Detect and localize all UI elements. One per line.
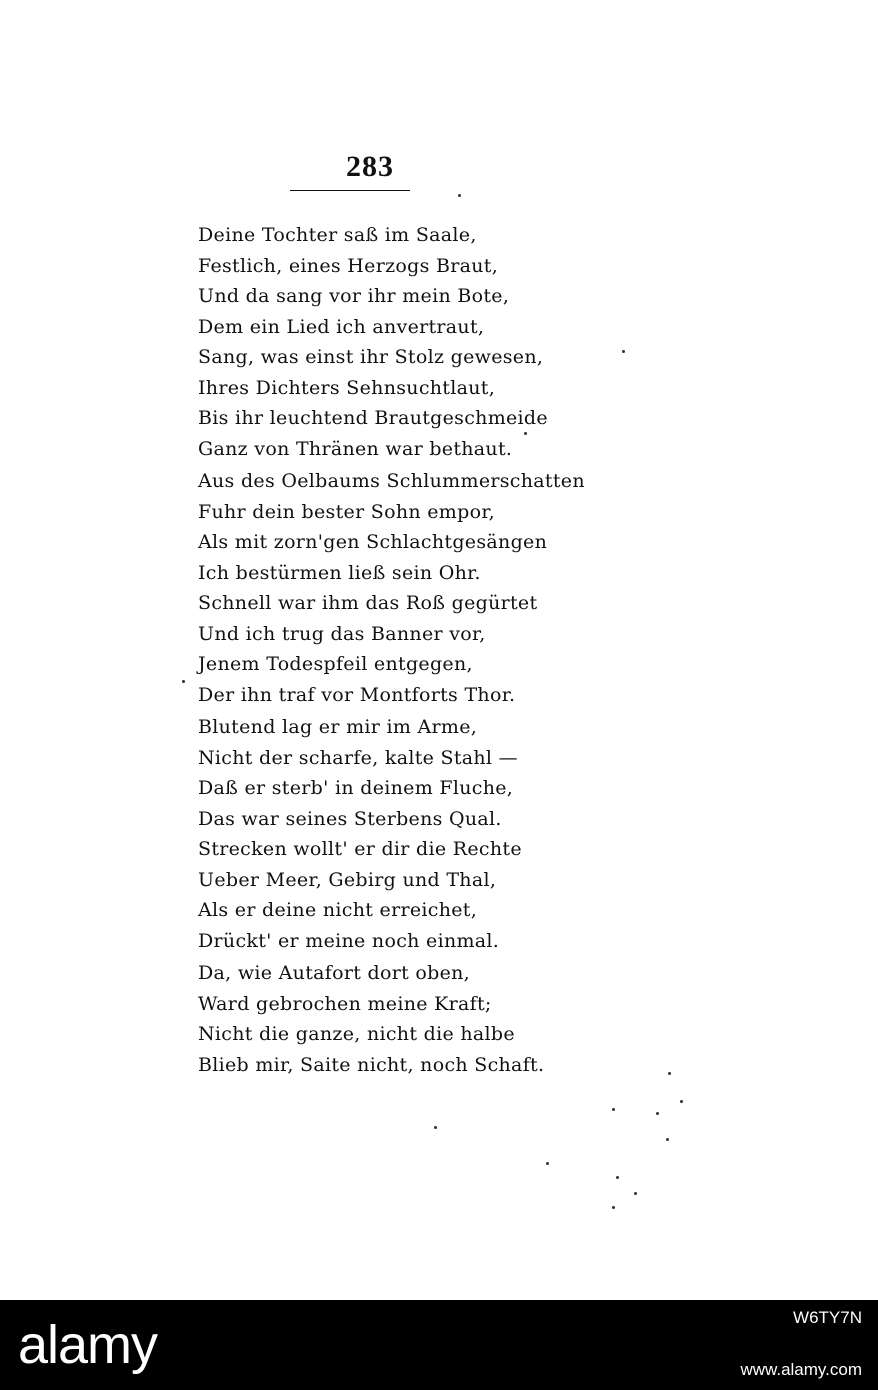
verse-line: Blutend lag er mir im Arme, — [198, 716, 478, 738]
verse-line: Strecken wollt' er dir die Rechte — [198, 838, 522, 860]
scan-speck — [668, 1072, 671, 1075]
scan-speck — [182, 680, 185, 683]
verse-line: Ueber Meer, Gebirg und Thal, — [198, 868, 497, 891]
verse-line: Nicht die ganze, nicht die halbe — [198, 1023, 515, 1045]
verse-line: Bis ihr leuchtend Brautgeschmeide — [198, 407, 548, 429]
scan-speck — [458, 194, 461, 197]
stanza-3 — [198, 712, 522, 956]
verse-line: Festlich, eines Herzogs Braut, — [198, 254, 499, 277]
verse-line: Sang, was einst ihr Stolz gewesen, — [198, 346, 544, 368]
scan-speck — [634, 1192, 637, 1195]
scan-speck — [612, 1206, 615, 1209]
scan-speck — [616, 1176, 619, 1179]
verse-line: Ganz von Thränen war bethaut. — [198, 437, 513, 460]
scan-speck — [524, 432, 527, 435]
verse-line: Fuhr dein bester Sohn empor, — [198, 500, 495, 523]
page-number: 283 — [346, 150, 394, 183]
stanza-4 — [198, 958, 544, 1080]
verse-line: Schnell war ihm das Roß gegürtet — [198, 592, 538, 614]
scan-speck — [434, 1126, 437, 1129]
stanza-2 — [198, 466, 585, 710]
verse-line: Ich bestürmen ließ sein Ohr. — [198, 561, 481, 584]
scan-speck — [680, 1100, 683, 1103]
verse-line: Da, wie Autafort dort oben, — [198, 962, 470, 984]
stanza-1 — [198, 220, 548, 464]
verse-line: Der ihn traf vor Montforts Thor. — [198, 683, 516, 706]
scan-speck — [612, 1108, 615, 1111]
scan-speck — [622, 350, 625, 353]
verse-line: Und ich trug das Banner vor, — [198, 622, 486, 645]
verse-line: Blieb mir, Saite nicht, noch Schaft. — [198, 1053, 545, 1076]
scan-speck — [656, 1112, 659, 1115]
verse-line: Als er deine nicht erreichet, — [198, 899, 478, 921]
verse-line: Das war seines Sterbens Qual. — [198, 807, 502, 830]
header-rule — [290, 190, 410, 191]
scan-speck — [666, 1138, 669, 1141]
verse-line: Daß er sterb' in deinem Fluche, — [198, 777, 514, 799]
scan-speck — [546, 1162, 549, 1165]
verse-line: Aus des Oelbaums Schlummerschatten — [198, 470, 585, 492]
verse-line: Ihres Dichters Sehnsuchtlaut, — [198, 376, 496, 399]
verse-line: Nicht der scharfe, kalte Stahl — — [198, 746, 518, 769]
verse-line: Als mit zorn'gen Schlachtgesängen — [198, 531, 548, 553]
site-url-label: www.alamy.com — [740, 1360, 862, 1379]
image-id-label: W6TY7N — [793, 1308, 862, 1327]
verse-line: Jenem Todespfeil entgegen, — [198, 653, 473, 675]
verse-line: Und da sang vor ihr mein Bote, — [198, 285, 510, 307]
verse-line: Drückt' er meine noch einmal. — [198, 929, 500, 952]
verse-line: Dem ein Lied ich anvertraut, — [198, 315, 485, 338]
alamy-logo: alamy — [18, 1315, 158, 1375]
watermark-banner — [0, 1300, 878, 1390]
verse-line: Ward gebrochen meine Kraft; — [198, 992, 492, 1015]
verse-line: Deine Tochter saß im Saale, — [198, 224, 477, 246]
